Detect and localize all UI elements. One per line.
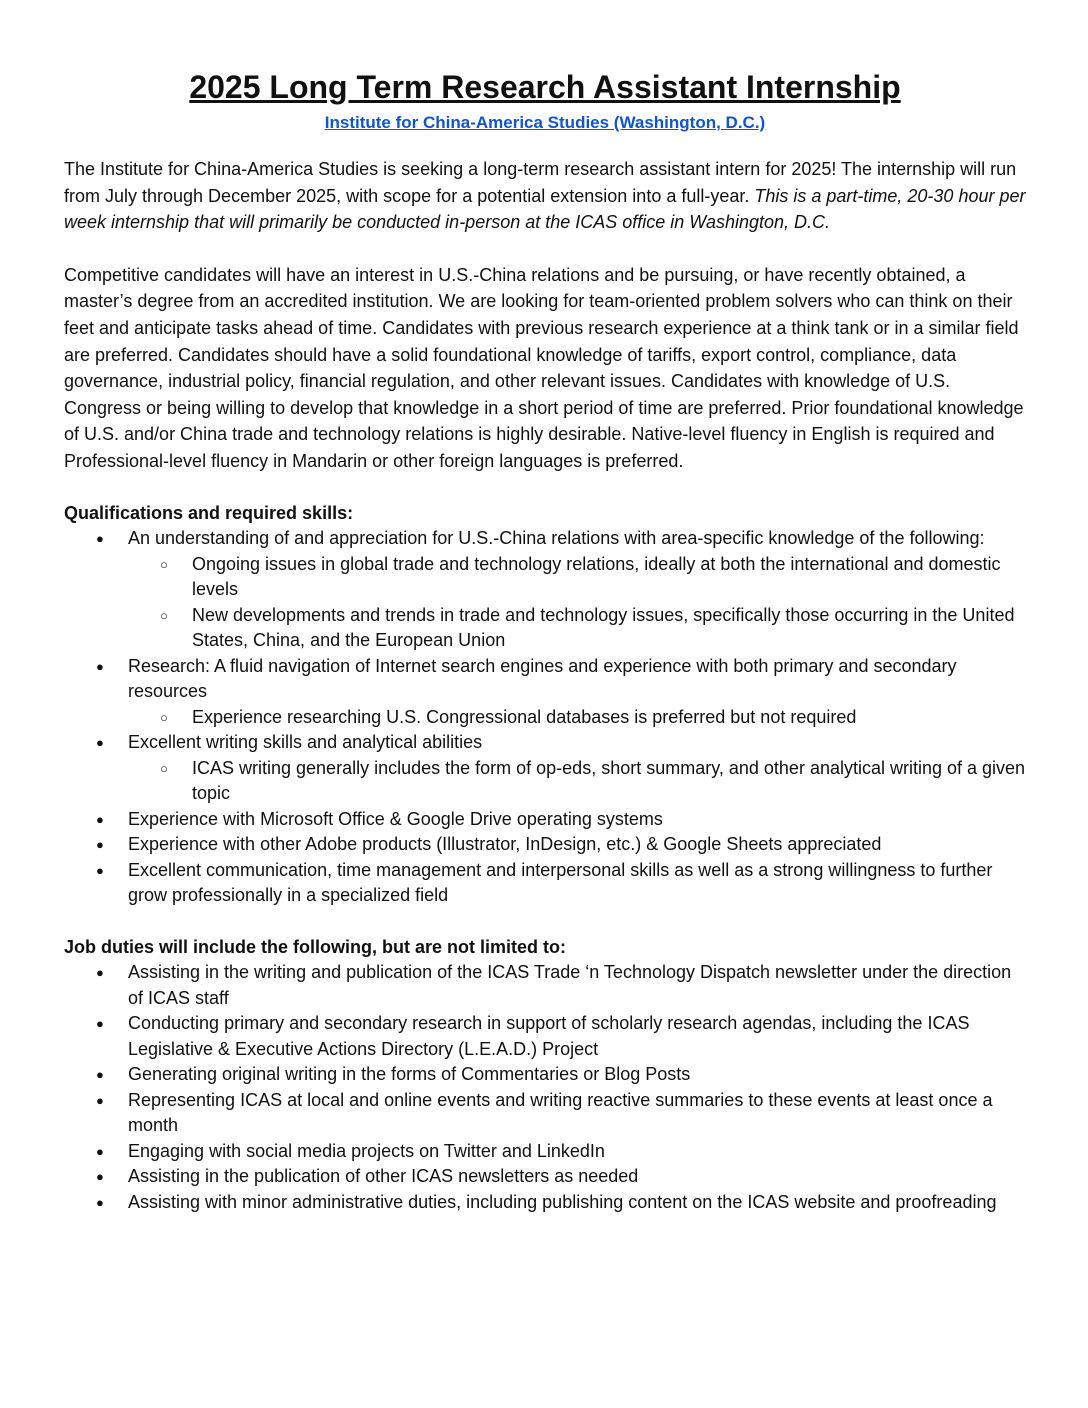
hollow-bullet-icon: ○ bbox=[160, 607, 168, 623]
qualification-sublist bbox=[128, 705, 1026, 731]
qualification-subitem bbox=[160, 603, 1026, 654]
qualification-text: Excellent writing skills and analytical abilities bbox=[128, 732, 483, 753]
qualification-sublist bbox=[128, 756, 1026, 807]
bullet-icon: ● bbox=[96, 1067, 104, 1083]
qualification-subitem bbox=[160, 705, 1026, 731]
qualification-item bbox=[96, 526, 1026, 654]
hollow-bullet-icon: ○ bbox=[160, 760, 168, 776]
duty-item bbox=[96, 960, 1026, 1011]
duty-text: Conducting primary and secondary research in support of scholarly research agendas, including the ICAS Legislative & Executive Actions Directory (L.E.A.D.) Project bbox=[128, 1013, 970, 1059]
intro-italic-text: This is a part-time, 20-30 hour per week internship that will primarily be conducted in-person at the ICAS office in Washington, D.C. bbox=[64, 185, 1026, 233]
duty-text: Generating original writing in the forms of Commentaries or Blog Posts bbox=[128, 1064, 691, 1085]
qualification-text: Experience with Microsoft Office & Google Drive operating systems bbox=[128, 808, 663, 829]
subtitle bbox=[64, 110, 1026, 136]
qualification-subitem-text: ICAS writing generally includes the form of op-eds, short summary, and other analytical writing of a given topic bbox=[192, 757, 1026, 804]
document-page bbox=[64, 64, 1026, 1241]
qualification-subitem bbox=[160, 552, 1026, 603]
bullet-icon: ● bbox=[96, 1092, 104, 1108]
bullet-icon: ● bbox=[96, 837, 104, 853]
intro-paragraph bbox=[64, 156, 1026, 236]
duties-list bbox=[64, 960, 1026, 1215]
bullet-icon: ● bbox=[96, 965, 104, 981]
duty-text: Assisting with minor administrative duties, including publishing content on the ICAS website and proofreading bbox=[128, 1191, 997, 1212]
bullet-icon: ● bbox=[96, 531, 104, 547]
bullet-icon: ● bbox=[96, 658, 104, 674]
bullet-icon: ● bbox=[96, 1143, 104, 1159]
qualification-subitem-text: Ongoing issues in global trade and technology relations, ideally at both the international and domestic levels bbox=[192, 553, 1001, 600]
qualification-item bbox=[96, 832, 1026, 858]
qualification-text: An understanding of and appreciation for U.S.-China relations with area-specific knowledge of the following: bbox=[128, 528, 985, 549]
qualification-text: Excellent communication, time management and interpersonal skills as well as a strong willingness to further grow professionally in a specialized field bbox=[128, 859, 993, 906]
bullet-icon: ● bbox=[96, 811, 104, 827]
hollow-bullet-icon: ○ bbox=[160, 556, 168, 572]
qualification-subitem-text: Experience researching U.S. Congressional databases is preferred but not required bbox=[192, 706, 857, 727]
qualification-text: Research: A fluid navigation of Internet search engines and experience with both primary and secondary resources bbox=[128, 655, 957, 702]
duty-text: Assisting in the writing and publication of the ICAS Trade ‘n Technology Dispatch newsletter under the direction of ICAS staff bbox=[128, 962, 1012, 1008]
bullet-icon: ● bbox=[96, 862, 104, 878]
qualifications-list bbox=[64, 526, 1026, 909]
qualification-item bbox=[96, 730, 1026, 807]
candidates-paragraph: Competitive candidates will have an interest in U.S.-China relations and be pursuing, or have recently obtained, a master’s degree from an accredited institution. We are looking for team-oriented problem solvers who can think on their feet and anticipate tasks ahead of time. Candidates with previous research experience at a think tank or in a similar field are preferred. Candidates should have a solid foundational knowledge of tariffs, export control, compliance, data governance, industrial policy, financial regulation, and other relevant issues. Candidates with knowledge of U.S. Congress or being willing to develop that knowledge in a short period of time are preferred. Prior foundational knowledge of U.S. and/or China trade and technology relations is highly desirable. Native-level fluency in English is required and Professional-level fluency in Mandarin or other foreign languages is preferred. bbox=[64, 264, 1024, 471]
bullet-icon: ● bbox=[96, 1169, 104, 1185]
bullet-icon: ● bbox=[96, 1194, 104, 1210]
duty-item bbox=[96, 1088, 1026, 1139]
page-title: 2025 Long Term Research Assistant Internship bbox=[189, 69, 901, 105]
qualification-subitem bbox=[160, 756, 1026, 807]
duty-text: Representing ICAS at local and online events and writing reactive summaries to these events at least once a month bbox=[128, 1089, 993, 1136]
qualification-subitem-text: New developments and trends in trade and technology issues, specifically those occurring in the United States, China, and the European Union bbox=[192, 604, 1015, 651]
hollow-bullet-icon: ○ bbox=[160, 709, 168, 725]
duty-text: Engaging with social media projects on Twitter and LinkedIn bbox=[128, 1140, 605, 1161]
qualification-item bbox=[96, 807, 1026, 833]
qualification-item bbox=[96, 858, 1026, 909]
qualifications-heading: Qualifications and required skills: bbox=[64, 502, 354, 523]
duty-item bbox=[96, 1062, 1026, 1088]
intro-text: The Institute for China-America Studies is seeking a long-term research assistant intern for 2025! The internship will run from July through December 2025, with scope for a potential extension into a full-year. bbox=[64, 159, 1017, 206]
duty-item bbox=[96, 1190, 1026, 1216]
bullet-icon: ● bbox=[96, 1016, 104, 1032]
qualification-text: Experience with other Adobe products (Illustrator, InDesign, etc.) & Google Sheets appreciated bbox=[128, 834, 882, 855]
duty-text: Assisting in the publication of other ICAS newsletters as needed bbox=[128, 1166, 639, 1187]
duty-item bbox=[96, 1164, 1026, 1190]
qualification-sublist bbox=[128, 552, 1026, 654]
duty-item bbox=[96, 1011, 1026, 1062]
duties-heading: Job duties will include the following, but are not limited to: bbox=[64, 936, 566, 957]
duty-item bbox=[96, 1139, 1026, 1165]
qualification-item bbox=[96, 654, 1026, 731]
bullet-icon: ● bbox=[96, 735, 104, 751]
organization-link[interactable]: Institute for China-America Studies (Washington, D.C.) bbox=[324, 113, 766, 132]
